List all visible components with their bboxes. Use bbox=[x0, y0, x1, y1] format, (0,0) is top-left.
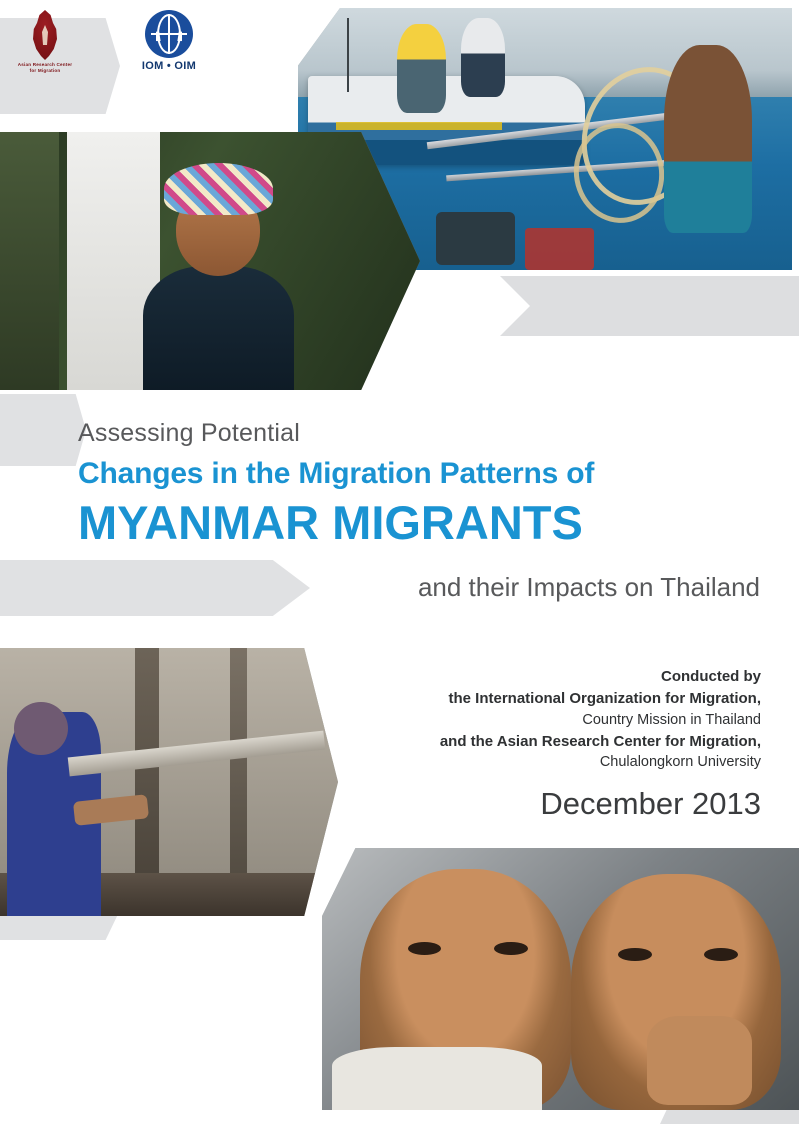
credits-org-1: the International Organization for Migration, bbox=[448, 689, 761, 707]
credits-block bbox=[341, 666, 761, 773]
credits-conducted-by: Conducted by bbox=[661, 668, 761, 685]
iom-logo bbox=[132, 10, 206, 72]
arcm-seal-icon bbox=[25, 10, 65, 60]
photo-weaving-worker bbox=[0, 648, 338, 916]
photo-woman-portrait bbox=[0, 132, 420, 390]
credits-org-1-sub: Country Mission in Thailand bbox=[582, 711, 761, 728]
publication-date: December 2013 bbox=[540, 786, 761, 821]
title-line-3: MYANMAR MIGRANTS bbox=[78, 496, 583, 549]
credits-org-2-sub: Chulalongkorn University bbox=[599, 754, 761, 771]
logo-row bbox=[16, 10, 206, 73]
cover-title-block bbox=[78, 418, 778, 603]
title-line-1: Assessing Potential bbox=[78, 419, 300, 447]
decorative-chevron-mid-left bbox=[0, 394, 86, 466]
iom-logo-text: IOM • OIM bbox=[141, 60, 197, 72]
title-line-2: Changes in the Migration Patterns of bbox=[78, 457, 595, 490]
globe-icon bbox=[145, 10, 193, 58]
credits-org-2: and the Asian Research Center for Migration, bbox=[439, 732, 761, 750]
decorative-chevron-right-upper bbox=[500, 276, 799, 336]
title-line-4: and their Impacts on Thailand bbox=[417, 572, 760, 603]
photo-children bbox=[322, 848, 799, 1110]
arcm-logo-caption: Asian Research Center for Migration bbox=[17, 62, 73, 73]
arcm-logo bbox=[16, 10, 74, 73]
